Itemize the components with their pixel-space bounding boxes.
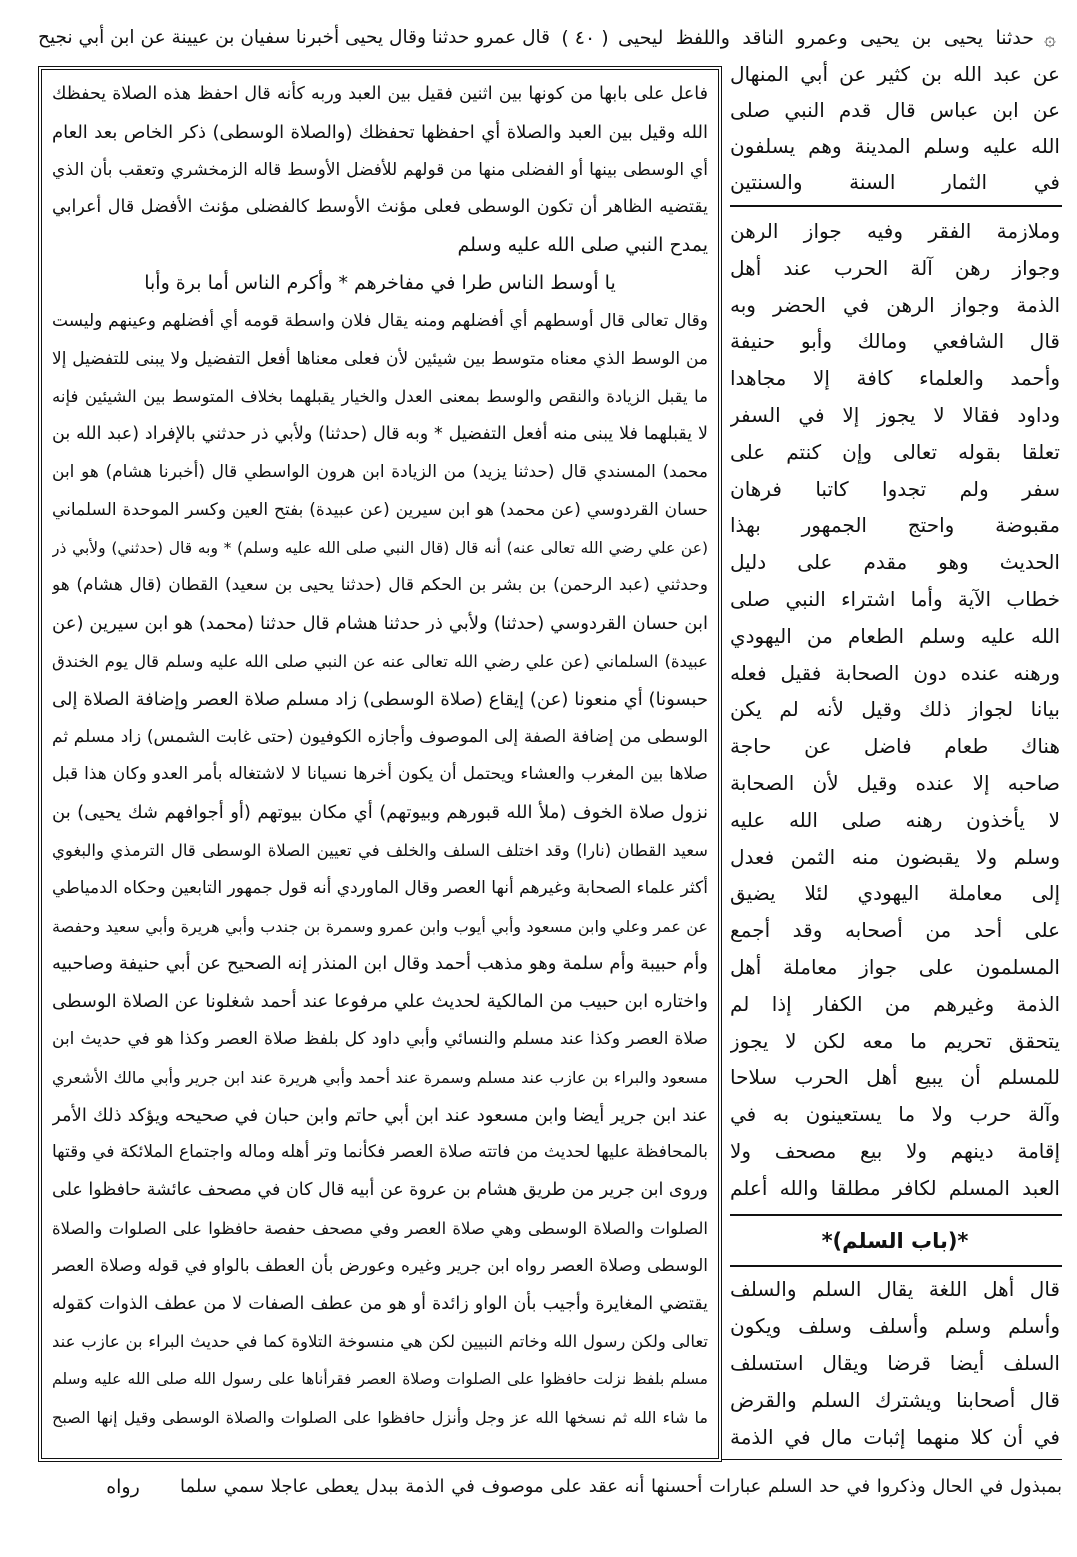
main-commentary-line: (عن علي رضي الله تعالى عنه) أنه قال (قال النبي صلى الله عليه وسلم) * وبه قال (حدثني) ولأبي ذر: [52, 538, 708, 557]
divider-rule: [730, 1214, 1062, 1216]
main-commentary-line: يقتضيه الظاهر أن تكون الوسطى فعلى مؤنث الأوسط كالفضلى مؤنث الأفضل قال أعرابي: [52, 197, 708, 218]
divider-rule: [730, 1265, 1062, 1267]
side-commentary-line: الذمة وجواز الرهن في الحضر وبه: [730, 292, 1060, 317]
matn-block: [730, 56, 1060, 200]
side-commentary-line: الله عليه وسلم الطعام من اليهودي: [730, 623, 1060, 648]
side-commentary-line: للمسلم أن يبيع أهل الحرب سلاحا: [730, 1065, 1060, 1090]
main-commentary-line: تعالى ولكن رسول الله وخاتم النبيين لكن هي منسوخة التلاوة كما في حديث البراء بن عازب عند: [52, 1332, 708, 1352]
side-commentary-line: المسلمون على جواز معاملة أهل: [730, 954, 1060, 979]
main-commentary-line: حبسونا) أي منعونا (عن) إيقاع (صلاة الوسطى) زاد مسلم صلاة العصر وإضافة الصلاة إلى: [52, 688, 708, 710]
side-commentary-line: وآلة حرب ولا ما يستعينون به في: [730, 1102, 1060, 1127]
main-commentary-line: لا يقبلهما فلا يبنى منه أفعل التفضيل * وبه قال (حدثنا) ولأبي ذر حدثني بالإفراد (عبد الله بن: [52, 424, 708, 445]
main-commentary-line: وحدثني (عبد الرحمن) بن بشر بن الحكم قال (حدثنا يحيى بن سعيد) القطان (قال هشام) هو: [52, 575, 708, 596]
page-number: ( ٤٠ ): [561, 27, 609, 49]
side-commentary-line: وأسلم وسلم وأسلف وسلف ويكون: [730, 1314, 1060, 1338]
divider-rule: [730, 205, 1062, 207]
main-commentary-line: يمدح النبي صلى الله عليه وسلم: [457, 234, 708, 257]
main-commentary-line: من الوسط الذي معناه متوسط بين شيئين لأن فعلى معناها أفعل التفضيل ولا يبنى للتفضيل إلا: [52, 348, 708, 369]
main-commentary-line: فاعل على بابها من كونها بين اثنين فقيل بين العبد وربه كأنه قال احفظ هذه الصلاة يحفظك: [52, 84, 708, 104]
main-commentary-line: مسلم بلفظ نزلت حافظوا على الصلوات وصلاة العصر فقرأناها على رسول الله صلى الله عليه وسلم: [52, 1370, 708, 1389]
side-commentary-line: وجواز رهن آلة الحرب عند أهل: [730, 255, 1060, 280]
side-commentary-line: الذمة وغيرهم من الكفار إذا لم: [730, 991, 1060, 1016]
header-hadith-text-right: حدثنا يحيى بن يحيى وعمرو الناقد واللفظ ليحيى: [618, 27, 1034, 49]
side-commentary-line: إلى معاملة اليهودي لئلا يضيق: [730, 881, 1060, 906]
side-commentary-block-2: [730, 1271, 1060, 1456]
main-commentary-line: ما يقبل الزيادة والنقص والوسط بمعنى العدل والخيار يقبلهما بخلاف المتوسط بين الشيئين فإنه: [52, 387, 708, 407]
main-commentary-line: الله وقيل بين العبد والصلاة أي احفظها تحفظك (والصلاة الوسطى) ذكر الخاص بعد العام: [52, 121, 708, 143]
side-commentary-line: وملازمة الفقر وفيه جواز الرهن: [730, 219, 1060, 243]
main-commentary-line: عند ابن جرير أيضا وابن مسعود عند ابن أبي حاتم وابن حبان في صحيحه ويؤكد ذلك الأمر: [52, 1104, 708, 1126]
footer-continuation-line: بمبذول في الحال وذكروا في حد السلم عبارات أحسنها أنه عقد على موصوف في الذمة ببدل يعطى عاجلا سمي سلما: [180, 1476, 1062, 1497]
main-commentary-line: الصلوات والصلاة الوسطى وهي صلاة العصر وفي مصحف حفصة حافظوا على الصلوات والصلاة: [52, 1218, 708, 1238]
side-commentary-line: يتحقق تحريم ما معه لكن لا يجوز: [730, 1028, 1060, 1053]
side-commentary-line: على أحد من أصحابه وقد أجمع: [730, 918, 1060, 943]
main-commentary-line: صلاة العصر وكذا عند مسلم والنسائي وأبي داود كل بلفظ صلاة العصر وكذا هو في حديث ابن: [52, 1028, 708, 1049]
main-commentary-line: ما شاء الله ثم نسخها الله عز وجل وأنزل حافظوا على الصلوات والصلاة الوسطى وقيل إنها الصبح: [52, 1407, 708, 1427]
side-commentary-line: هناك طعام فاضل عن حاجة: [730, 734, 1060, 759]
main-commentary-line: وأم حبيبة وأم سلمة وهو مذهب أحمد وقال ابن المنذر إنه الصحيح عن أبي حنيفة وصاحبيه: [52, 953, 708, 975]
divider-rule: [722, 1459, 1062, 1460]
side-commentary-line: وسلم ولا يقبضون منه الثمن فعدل: [730, 844, 1060, 869]
main-commentary-line: واختاره ابن حبيب من المالكية لحديث علي مرفوعا عند أحمد شغلونا عن الصلاة الوسطى: [52, 991, 708, 1013]
main-commentary-line: عبيدة) السلماني (عن علي رضي الله تعالى عنه عن النبي صلى الله عليه وسلم قال يوم الخندق: [52, 651, 708, 671]
matn-line: في الثمار السنة والسنتين: [730, 170, 1060, 194]
side-commentary-block: [730, 213, 1060, 1207]
side-commentary-line: العبد المسلم لكافر مطلقا والله أعلم: [730, 1175, 1060, 1200]
main-commentary-line: حسان القردوسي (عن محمد) هو ابن سيرين (عن عبيدة) بفتح العين وكسر الموحدة السلماني: [52, 499, 708, 520]
main-commentary-line: عن عمر وعلي وابن مسعود وأبي أيوب وابن عمرو وسمرة بن جندب وأبي هريرة وأبي سعيد وحفصة: [52, 916, 708, 936]
main-commentary-line: يقتضي المغايرة وأجيب بأن الواو زائدة أو هو من عطف الصفات لا من عطف الذوات كقوله: [52, 1293, 708, 1314]
side-commentary-line: مقبوضة واحتج الجمهور بهذا: [730, 513, 1060, 538]
side-commentary-line: السلف أيضا قرضا ويقال استسلف: [730, 1351, 1060, 1375]
main-commentary-line: بالمحافظة عليها لحديث من فاتته صلاة العصر فكأنما وتر أهله وماله واجتماع الملائكة في وقتها: [52, 1142, 708, 1163]
verse-line: يا أوسط الناس طرا في مفاخرهم * وأكرم الناس أما برة وأبا: [144, 271, 616, 294]
main-commentary-box: [38, 66, 722, 1462]
side-commentary-line: قال أهل اللغة يقال السلم والسلف: [730, 1277, 1060, 1301]
chapter-heading: *(باب السلم)*: [821, 1229, 969, 1253]
side-commentary-line: تعلقا بقوله تعالى وإن كنتم على: [730, 439, 1060, 464]
matn-line: الله عليه وسلم المدينة وهم يسلفون: [730, 134, 1060, 158]
main-commentary-line: مسعود والبراء بن عازب عند مسلم وسمرة عند أحمد وأبي هريرة عند ابن جرير وأبي مالك الأشعري: [52, 1067, 708, 1087]
side-commentary-line: صاحبه إلا عنده وقيل لأن الصحابة: [730, 770, 1060, 795]
main-commentary-line: نزول صلاة الخوف (ملأ الله قبورهم وبيوتهم) أي مكان بيوتهم (أو أجوافهم شك يحيى) بن: [52, 802, 708, 824]
ornament-mark: ۞: [1044, 26, 1056, 50]
side-commentary-line: في أن كلا منهما إثبات مال في الذمة: [730, 1425, 1060, 1449]
side-commentary-line: سفر ولم تجدوا كاتبا فرهان: [730, 476, 1060, 501]
main-commentary-line: سعيد القطان (نارا) وقد اختلف السلف والخلف في تعيين الصلاة الوسطى قال الترمذي والبغوي: [52, 840, 708, 860]
side-commentary-line: قال الشافعي ومالك وأبو حنيفة: [730, 329, 1060, 354]
header-hadith-text-left: قال عمرو حدثنا وقال يحيى أخبرنا سفيان بن عيينة عن ابن أبي نجيح: [38, 27, 550, 48]
main-commentary-line: وقال تعالى قال أوسطهم أي أفضلهم ومنه يقال فلان واسطة قومه أي أفضلهم وعينهم وليست: [52, 310, 708, 331]
main-commentary-line: أي الوسطى بينها أو الفضلى منها من قولهم للأفضل الأوسط قاله الزمخشري وتعقب بأن الذي: [52, 159, 708, 180]
side-commentary-line: وداود فقالا لا يجوز إلا في السفر: [730, 402, 1060, 427]
side-commentary-line: قال أصحابنا ويشترك السلم والقرض: [730, 1388, 1060, 1412]
main-commentary-line: صلاها بين المغرب والعشاء ويحتمل أن يكون أخرها نسيانا لا لاشتغاله بأمر العدو وكان هذا قبل: [52, 764, 708, 785]
matn-line: عن عبد الله بن كثير عن أبي المنهال: [730, 62, 1060, 86]
main-commentary-line: ابن حسان القردوسي (حدثنا) ولأبي ذر حدثنا هشام قال حدثنا (محمد) هو ابن سيرين (عن: [52, 613, 708, 635]
side-commentary-line: إقامة دينهم ولا بيع مصحف ولا: [730, 1138, 1060, 1163]
side-commentary-line: وأحمد والعلماء كافة إلا مجاهدا: [730, 366, 1060, 391]
main-commentary-line: الوسطى وصلاة العصر رواه ابن جرير وغيره وعورض بأن العطف بالواو في قوله وصلاة العصر: [52, 1255, 708, 1276]
side-commentary-line: لا يأخذون رهنه صلى الله عليه: [730, 807, 1060, 832]
main-commentary-line: وروى ابن جرير من طريق هشام بن عروة عن أبيه قال كان في مصحف عائشة حافظوا على: [52, 1180, 708, 1201]
main-commentary-line: الوسطى من إضافة الصفة إلى الموصوف وأجازه الكوفيون (حتى غابت الشمس) زاد مسلم ثم: [52, 726, 708, 747]
main-commentary-line: محمد) المسندي قال (حدثنا يزيد) من الزيادة ابن هرون الواسطي قال (أخبرنا هشام) هو ابن: [52, 461, 708, 482]
side-commentary-line: بيانا لجواز ذلك وقيل لأنه لم يكن: [730, 697, 1060, 722]
matn-line: عن ابن عباس قال قدم النبي صلى: [730, 98, 1060, 122]
side-commentary-line: خطاب الآية وأما اشتراء النبي صلى: [730, 586, 1060, 611]
catchword: رواه: [106, 1476, 140, 1498]
main-commentary-line: أكثر علماء الصحابة وغيرهم أنها العصر وقال الماوردي أنه قول جمهور التابعين وحكاه الدمياطي: [52, 877, 708, 898]
side-commentary-line: الحديث وهو مقدم على دليل: [730, 550, 1060, 575]
side-commentary-line: ورهنه عنده دون الصحابة فقيل فعله: [730, 660, 1060, 685]
